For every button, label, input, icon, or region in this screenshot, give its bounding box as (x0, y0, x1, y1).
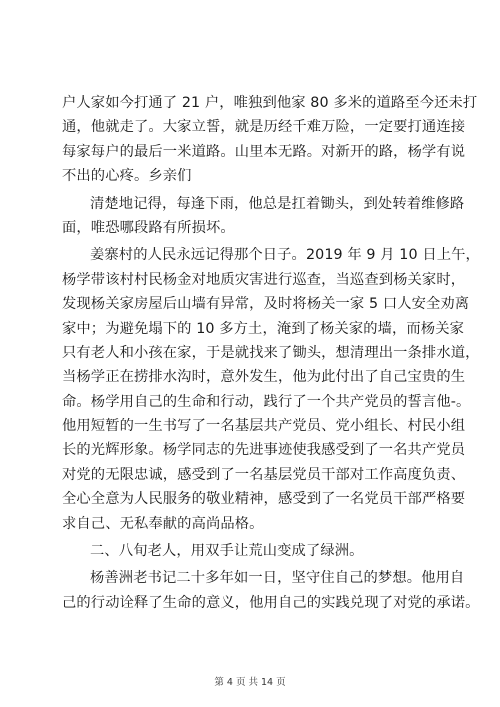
text-line: 长的光辉形象。杨学同志的先进事迹使我感受到了一名共产党员 (62, 442, 466, 459)
text-line: 杨善洲老书记二十多年如一日，坚守住自己的梦想。他用自 (90, 570, 465, 587)
text-line: 全心全意为人民服务的敬业精神，感受到了一名党员干部严格要 (62, 491, 466, 508)
text-line: 求自己、无私奉献的高尚品格。 (62, 515, 264, 532)
text-line: 杨学带该村村民杨金对地质灾害进行巡查，当巡查到杨关家时， (62, 271, 466, 288)
text-line: 通，他就走了。大家立誓，就是历经千难万险，一定要打通连接 (62, 119, 466, 136)
text-line: 只有老人和小孩在家，于是就找来了锄头，想清理出一条排水道， (62, 344, 480, 361)
text-line: 对党的无限忠诚，感受到了一名基层党员干部对工作高度负责、 (62, 466, 466, 483)
text-line: 每家每户的最后一米道路。山里本无路。对新开的路，杨学有说 (62, 143, 466, 160)
paragraph-1 (62, 91, 478, 189)
section-heading: 二、八旬老人，用双手让荒山变成了绿洲。 (90, 543, 364, 560)
paragraph-5 (62, 566, 480, 615)
text-line: 命。杨学用自己的生命和行动，践行了一个共产党员的誓言他-。 (62, 393, 471, 410)
text-line: 面，唯恐哪段路有所损坏。 (62, 219, 235, 236)
text-line: 当杨学正在捞排水沟时，意外发生，他为此付出了自己宝贵的生 (62, 369, 466, 386)
text-line: 清楚地记得，每逢下雨，他总是扛着锄头，到处转着维修路 (90, 195, 465, 212)
document-body (62, 91, 480, 615)
text-line: 己的行动诠释了生命的意义，他用自己的实践兑现了对党的承诺。 (62, 594, 480, 611)
text-line: 姜寨村的人民永远记得那个日子。2019 年 9 月 10 日上午， (90, 247, 480, 264)
text-line: 家中；为避免塌下的 10 多方土，淹到了杨关家的墙，而杨关家 (62, 320, 464, 337)
paragraph-2 (62, 192, 465, 241)
text-line: 不出的心疼。乡亲们 (62, 168, 192, 185)
page-number-footer: 第 4 页 共 14 页 (214, 677, 286, 688)
text-line: 他用短暂的一生书写了一名基层共产党员、党小组长、村民小组 (62, 418, 466, 435)
text-line: 发现杨关家房屋后山墙有异常，及时将杨关一家 5 口人安全劝离 (62, 296, 470, 313)
paragraph-3 (62, 243, 480, 536)
text-line: 户人家如今打通了 21 户，唯独到他家 80 多米的道路至今还未打 (62, 95, 478, 111)
paragraph-4 (62, 539, 444, 563)
